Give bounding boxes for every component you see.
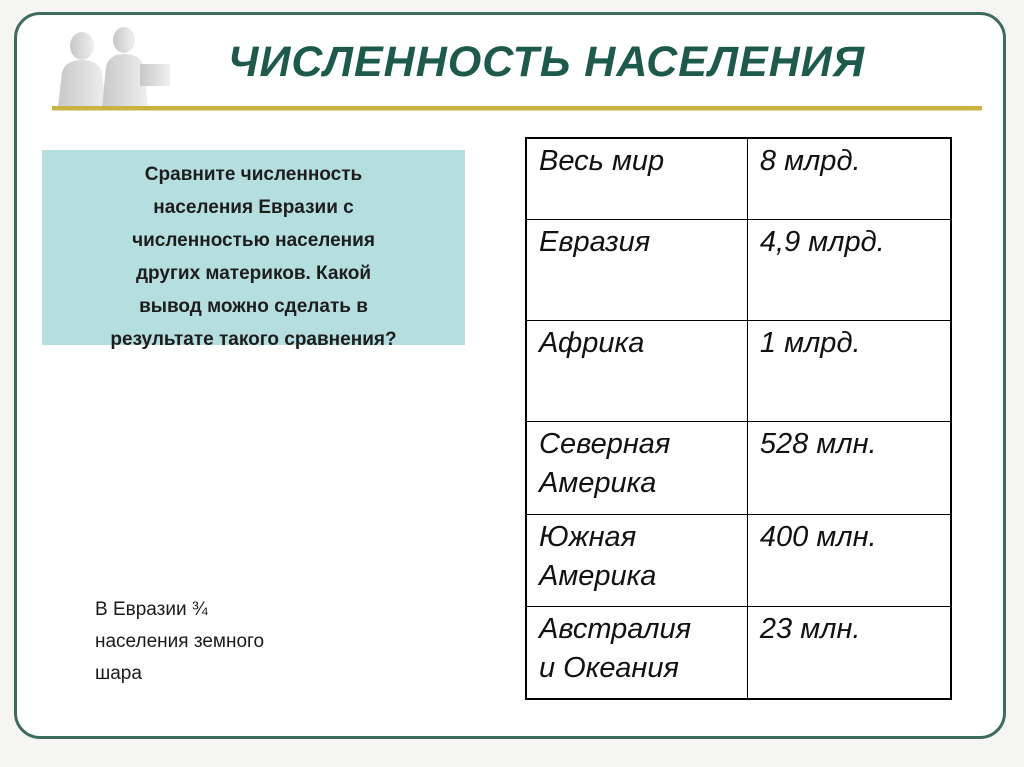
population-cell: 528 млн. xyxy=(747,421,951,514)
region-cell xyxy=(526,514,747,606)
table-row xyxy=(526,514,951,606)
answer-line: шара xyxy=(95,663,142,684)
region-name: Евразия xyxy=(539,225,651,258)
page-title: ЧИСЛЕННОСТЬ НАСЕЛЕНИЯ xyxy=(228,38,866,86)
population-cell: 1 млрд. xyxy=(747,320,951,421)
title-underline xyxy=(52,106,982,111)
table-row xyxy=(526,138,951,219)
table-row xyxy=(526,421,951,514)
region-cell xyxy=(526,606,747,699)
region-name: Австралия xyxy=(539,612,692,645)
region-name: Южная xyxy=(539,520,637,553)
region-cell xyxy=(526,421,747,514)
region-cell xyxy=(526,320,747,421)
question-line: вывод можно сделать в xyxy=(139,296,368,317)
population-table xyxy=(525,137,952,700)
table-row xyxy=(526,606,951,699)
question-box xyxy=(42,150,465,350)
population-cell: 23 млн. xyxy=(747,606,951,699)
answer-text xyxy=(95,594,264,690)
region-name: Америка xyxy=(539,466,657,499)
region-name: и Океания xyxy=(539,651,679,684)
population-cell: 4,9 млрд. xyxy=(747,219,951,320)
question-line: других материков. Какой xyxy=(136,263,371,284)
table-row xyxy=(526,320,951,421)
question-line: численностью населения xyxy=(132,230,375,251)
region-name: Америка xyxy=(539,559,657,592)
question-line: Сравните численность xyxy=(144,164,363,185)
answer-line: В Евразии ¾ xyxy=(95,599,208,620)
region-name: Весь мир xyxy=(539,145,665,177)
question-line: населения Евразии с xyxy=(153,197,354,218)
population-cell: 8 млрд. xyxy=(747,138,951,219)
answer-line: населения земного xyxy=(95,631,265,652)
region-name: Африка xyxy=(539,326,645,359)
question-line: результате такого сравнения? xyxy=(110,329,397,350)
region-name: Северная xyxy=(539,427,671,460)
region-cell xyxy=(526,138,747,219)
table-row xyxy=(526,219,951,320)
business-people-silhouette-icon xyxy=(44,20,174,108)
region-cell xyxy=(526,219,747,320)
population-cell: 400 млн. xyxy=(747,514,951,606)
